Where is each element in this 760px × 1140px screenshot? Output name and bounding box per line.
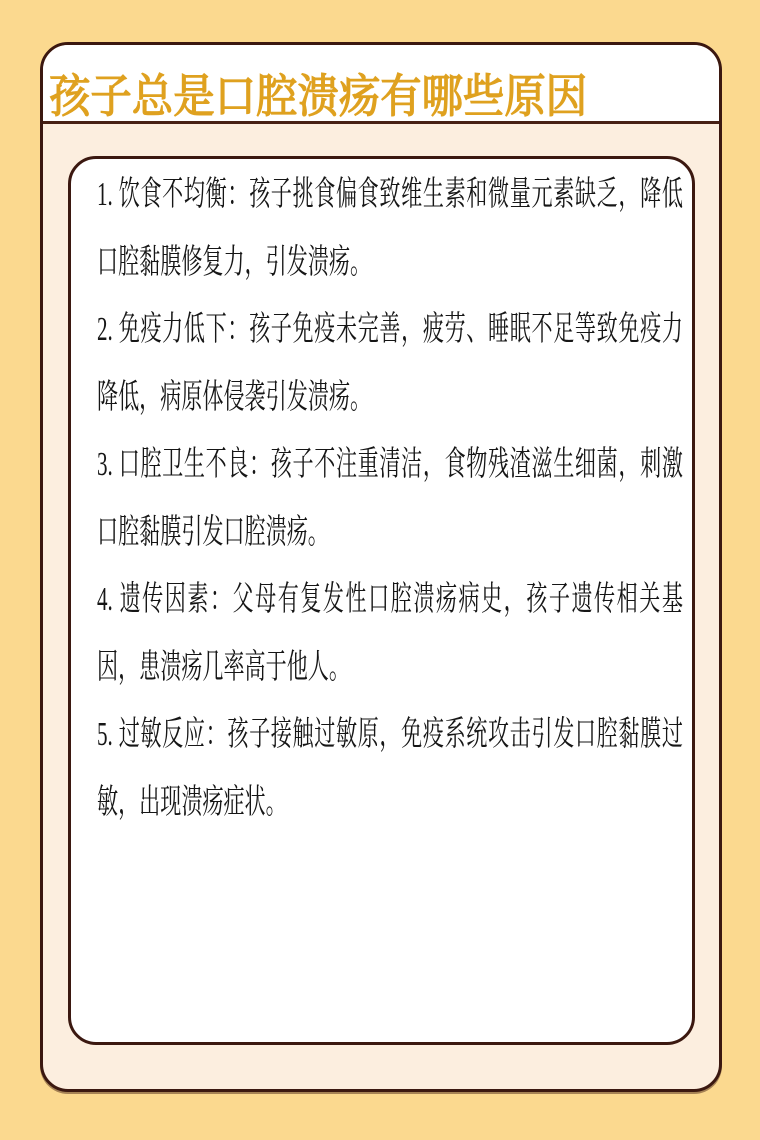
cause-list	[97, 161, 683, 836]
list-item-oral-hygiene: 3. 口腔卫生不良：孩子不注重清洁，食物残渣滋生细菌，刺激口腔黏膜引发口腔溃疡。	[97, 446, 683, 551]
title-bar	[43, 45, 719, 124]
list-item-diet: 1. 饮食不均衡：孩子挑食偏食致维生素和微量元素缺乏，降低口腔黏膜修复力，引发溃疡。	[97, 176, 683, 281]
content-panel	[68, 156, 695, 1045]
list-item-immunity: 2. 免疫力低下：孩子免疫未完善，疲劳、睡眠不足等致免疫力降低，病原体侵袭引发溃疡。	[97, 311, 683, 416]
info-card	[40, 42, 722, 1092]
page-title: 孩子总是口腔溃疡有哪些原因	[49, 70, 588, 122]
content-text-area	[71, 159, 692, 1042]
list-item-genetics: 4. 遗传因素：父母有复发性口腔溃疡病史，孩子遗传相关基因，患溃疡几率高于他人。	[97, 581, 683, 686]
list-item-allergy: 5. 过敏反应：孩子接触过敏原，免疫系统攻击引发口腔黏膜过敏，出现溃疡症状。	[97, 716, 683, 821]
